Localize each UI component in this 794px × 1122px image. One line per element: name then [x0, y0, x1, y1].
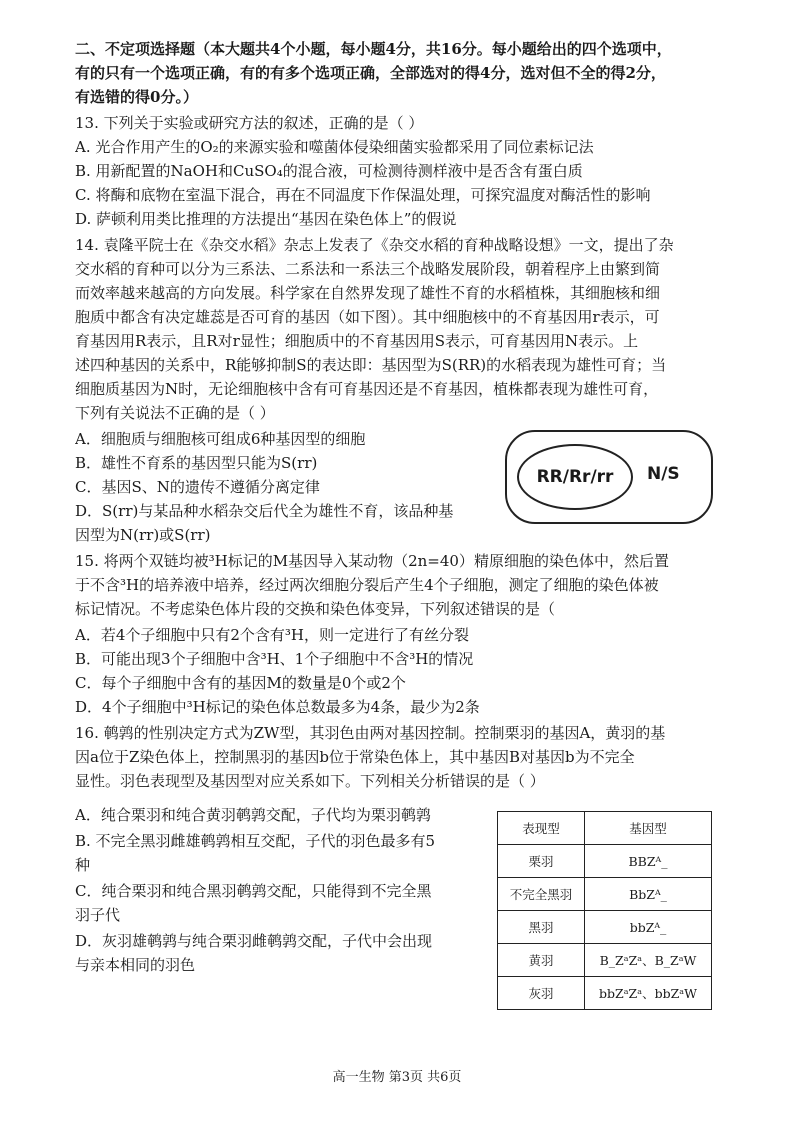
table-cell-genotype: BbZᴬ_ [585, 878, 712, 911]
table-cell-phenotype: 黄羽 [498, 944, 585, 977]
cell-diagram [505, 430, 713, 524]
q16-stem-line-2: 因a位于Z染色体上，控制黑羽的基因b位于常染色体上，其中基因B对基因b为不完全 [75, 748, 635, 766]
section-header-line-1: 二、不定项选择题（本大题共4个小题，每小题4分，共16分。每小题给出的四个选项中， [75, 40, 672, 58]
table-row [498, 944, 712, 977]
q15-stem-line-2: 于不含³H的培养液中培养，经过两次细胞分裂后产生4个子细胞，测定了细胞的染色体被 [75, 576, 659, 594]
table-header-genotype: 基因型 [585, 812, 712, 845]
q14-stem-line-1: 14. 袁隆平院士在《杂交水稻》杂志上发表了《杂交水稻的育种战略设想》一文，提出了杂 [75, 236, 674, 254]
table-cell-genotype: bbZᵃZᵃ、bbZᵃW [585, 977, 712, 1010]
q13-option-a: A. 光合作用产生的O₂的来源实验和噬菌体侵染细菌实验都采用了同位素标记法 [75, 138, 594, 156]
q14-option-a: A．细胞质与细胞核可组成6种基因型的细胞 [75, 430, 366, 448]
q13-option-d: D. 萨顿利用类比推理的方法提出“基因在染色体上”的假说 [75, 210, 457, 228]
table-cell-phenotype: 黑羽 [498, 911, 585, 944]
q14-stem-line-3: 而效率越来越高的方向发展。科学家在自然界发现了雄性不育的水稻植株，其细胞核和细 [75, 284, 661, 302]
q16-option-a: A．纯合栗羽和纯合黄羽鹌鹑交配，子代均为栗羽鹌鹑 [75, 806, 431, 824]
nucleus-ellipse [517, 444, 633, 510]
q15-stem-line-1: 15. 将两个双链均被³H标记的M基因导入某动物（2n=40）精原细胞的染色体中，然后置 [75, 552, 669, 570]
table-row [498, 878, 712, 911]
table-header-phenotype: 表现型 [498, 812, 585, 845]
q14-option-d: D．S(rr)与某品种水稻杂交后代全为雄性不育，该品种基 [75, 502, 454, 520]
q14-option-d-cont: 因型为N(rr)或S(rr) [75, 526, 211, 544]
table-cell-genotype: B_ZᵃZᵃ、B_ZᵃW [585, 944, 712, 977]
table-row [498, 977, 712, 1010]
q15-option-c: C．每个子细胞中含有的基因M的数量是0个或2个 [75, 674, 406, 692]
genotype-table [497, 811, 712, 1010]
q16-option-d: D．灰羽雄鹌鹑与纯合栗羽雌鹌鹑交配，子代中会出现 [75, 932, 433, 950]
q16-stem-line-3: 显性。羽色表现型及基因型对应关系如下。下列相关分析错误的是（ ） [75, 772, 545, 790]
q14-option-c: C．基因S、N的遗传不遵循分离定律 [75, 478, 320, 496]
q15-option-d: D．4个子细胞中³H标记的染色体总数最多为4条，最少为2条 [75, 698, 480, 716]
q14-stem-line-6: 述四种基因的关系中，R能够抑制S的表达即：基因型为S(RR)的水稻表现为雄性可育；当 [75, 356, 667, 374]
table-cell-genotype: BBZᴬ_ [585, 845, 712, 878]
q13-option-b: B. 用新配置的NaOH和CuSO₄的混合液，可检测待测样液中是否含有蛋白质 [75, 162, 583, 180]
page-footer: 高一生物 第3页 共6页 [332, 1070, 462, 1085]
q16-option-c-cont: 羽子代 [75, 906, 121, 924]
table-cell-genotype: bbZᴬ_ [585, 911, 712, 944]
q16-stem-line-1: 16. 鹌鹑的性别决定方式为ZW型，其羽色由两对基因控制。控制栗羽的基因A，黄羽的基 [75, 724, 666, 742]
q16-option-b: B. 不完全黑羽雌雄鹌鹑相互交配，子代的羽色最多有5 [75, 832, 436, 850]
table-cell-phenotype: 栗羽 [498, 845, 585, 878]
q14-stem-line-5: 育基因用R表示，且R对r显性；细胞质中的不育基因用S表示，可育基因用N表示。上 [75, 332, 639, 350]
q14-stem-line-4: 胞质中都含有决定雄蕊是否可育的基因（如下图）。其中细胞核中的不育基因用r表示，可 [75, 308, 660, 326]
table-row [498, 845, 712, 878]
q16-option-d-cont: 与亲本相同的羽色 [75, 956, 196, 974]
nucleus-genotype-label: RR/Rr/rr [536, 467, 614, 487]
q16-option-c: C．纯合栗羽和纯合黑羽鹌鹑交配，只能得到不完全黑 [75, 882, 432, 900]
table-cell-phenotype: 灰羽 [498, 977, 585, 1010]
q15-option-b: B．可能出现3个子细胞中含³H、1个子细胞中不含³H的情况 [75, 650, 474, 668]
table-cell-phenotype: 不完全黑羽 [498, 878, 585, 911]
q15-option-a: A．若4个子细胞中只有2个含有³H，则一定进行了有丝分裂 [75, 626, 470, 644]
q14-option-b: B．雄性不育系的基因型只能为S(rr) [75, 454, 318, 472]
q15-stem-line-3: 标记情况。不考虑染色体片段的交换和染色体变异，下列叙述错误的是（ [75, 600, 556, 618]
q14-stem-line-2: 交水稻的育种可以分为三系法、二系法和一系法三个战略发展阶段，朝着程序上由繁到简 [75, 260, 661, 278]
q13-stem: 13. 下列关于实验或研究方法的叙述，正确的是（ ） [75, 114, 424, 132]
q14-stem-line-7: 细胞质基因为N时，无论细胞核中含有可育基因还是不育基因，植株都表现为雄性可育， [75, 380, 659, 398]
q16-option-b-cont: 种 [75, 856, 91, 874]
cytoplasm-genotype-label: N/S [647, 464, 680, 484]
table-row [498, 911, 712, 944]
table-header-row [498, 812, 712, 845]
section-header-line-3: 有选错的得0分。） [75, 88, 198, 106]
q14-stem-line-8: 下列有关说法不正确的是（ ） [75, 404, 275, 422]
section-header-line-2: 有的只有一个选项正确，有的有多个选项正确，全部选对的得4分，选对但不全的得2分， [75, 64, 666, 82]
q13-option-c: C. 将酶和底物在室温下混合，再在不同温度下作保温处理，可探究温度对酶活性的影响 [75, 186, 651, 204]
